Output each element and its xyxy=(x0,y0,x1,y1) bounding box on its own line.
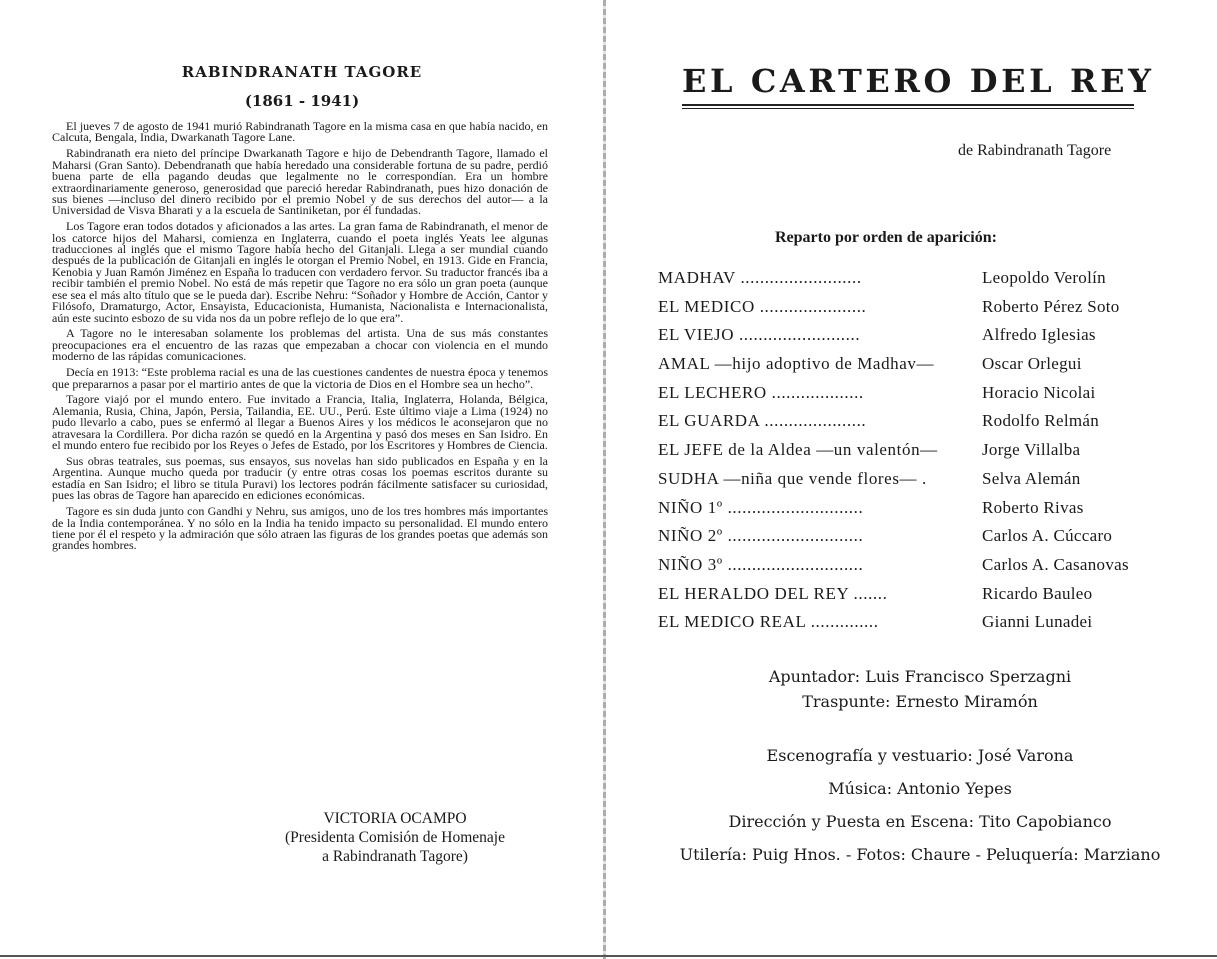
cast-role: EL GUARDA ..................... xyxy=(658,411,867,431)
cast-role: EL LECHERO ................... xyxy=(658,382,864,402)
bio-paragraph: Sus obras teatrales, sus poemas, sus ensayos, sus novelas han sido publicados en España y en la Argentina. Aunque mucho queda por traducir (y entre otras cosas los poemas escritos durante su estadía en San Isidro; el libro se titula Puravi) los lectores podrán fácilmente satisfacer su curiosidad, pues las obras de Tagore han aparecido en ediciones económicas. xyxy=(52,453,548,503)
credit-stage-hand: Traspunte: Ernesto Miramón xyxy=(802,692,1038,711)
play-author: de Rabindranath Tagore xyxy=(958,142,1112,159)
cast-row xyxy=(658,383,1208,412)
cast-actor: Ricardo Bauleo xyxy=(982,583,1093,603)
bio-paragraph: El jueves 7 de agosto de 1941 murió Rabindranath Tagore en la misma casa en que había nacido, en Calcuta, Bengala, India, Dwarkanath Tagore Lane. xyxy=(52,119,548,145)
cast-actor: Carlos A. Cúccaro xyxy=(982,526,1113,546)
cast-row xyxy=(658,411,1208,440)
credit-music: Música: Antonio Yepes xyxy=(828,779,1012,798)
cast-role: EL HERALDO DEL REY ....... xyxy=(658,583,888,603)
cast-role: NIÑO 3º ............................ xyxy=(658,554,864,574)
cast-row xyxy=(658,325,1208,354)
bottom-edge xyxy=(0,955,1217,957)
signature-role-cont: a Rabindranath Tagore) xyxy=(322,848,468,865)
title-rule xyxy=(682,104,1134,109)
cast-role: EL MEDICO REAL .............. xyxy=(658,612,879,632)
cast-actor: Jorge Villalba xyxy=(982,440,1081,460)
cast-row xyxy=(658,555,1208,584)
cast-row xyxy=(658,498,1208,527)
cast-row xyxy=(658,268,1208,297)
left-page xyxy=(0,0,600,959)
cast-actor: Carlos A. Casanovas xyxy=(982,554,1129,574)
cast-row xyxy=(658,584,1208,613)
credit-misc: Utilería: Puig Hnos. - Fotos: Chaure - Peluquería: Marziano xyxy=(679,845,1161,864)
cast-row xyxy=(658,612,1208,641)
bio-paragraph: A Tagore no le interesaban solamente los problemas del artista. Una de sus más constantes preocupaciones era el encuentro de las razas que empezaban a chocar con violencia en el mundo moderno de las rápidas comunicaciones. xyxy=(52,326,548,364)
credit-scenography: Escenografía y vestuario: José Varona xyxy=(766,746,1074,765)
bio-paragraph: Los Tagore eran todos dotados y aficionados a las artes. La gran fama de Rabindranath, el menor de los catorce hijos del Maharsi, comienza en Inglaterra, cuando el poeta inglés Yeats lee algunas traducciones al inglés que el mismo Tagore había hecho del Gitanjali. Llega a ser mundial cuando después de la publicación de Gitanjali en inglés le otorgan el Premio Nobel, en 1913. Gide en Francia, Kenobia y Juan Ramón Jiménez en España lo traducen con verdadero fervor. Su traductor francés iba a recibir también el premio Nobel. No está de más repetir que Tagore no era sólo un gran poeta (aunque ese sea el más alto título que se le pueda dar). Escribe Nehru: “Soñador y Hombre de Acción, Cantor y Filósofo, Dramaturgo, Actor, Ensayista, Educacionista, Humanista, Nacionalista e Internacionalista, aún este sucinto esbozo de su vida nos da un pobre reflejo de lo que era”. xyxy=(52,219,548,325)
cast-row xyxy=(658,440,1208,469)
cast-role: NIÑO 2º ............................ xyxy=(658,526,864,546)
biography-title: RABINDRANATH TAGORE xyxy=(181,63,423,81)
cast-role: EL VIEJO ......................... xyxy=(658,325,861,345)
cast-heading: Reparto por orden de aparición: xyxy=(775,229,997,246)
cast-role: EL MEDICO ...................... xyxy=(658,296,867,316)
bio-paragraph: Tagore viajó por el mundo entero. Fue invitado a Francia, Italia, Inglaterra, Holanda, Bélgica, Alemania, Rusia, China, Japón, Persia, Tailandia, EE. UU., Perú. Este último viaje a Lima (1924) no pudo llevarlo a cabo, pues se enfermó al llegar a Buenos Aires y los médicos le aconsejaron que no atravesara la Cordillera. Por dicha razón se quedó en la Argentina y pasó dos meses en San Isidro. En el mundo entero fue recibido por los Reyes o Jefes de Estado, por los Escritores y Hombres de Ciencia. xyxy=(52,392,548,453)
signature-block xyxy=(200,809,590,866)
cast-role: EL JEFE de la Aldea —un valentón— xyxy=(658,440,938,460)
signature-name: VICTORIA OCAMPO xyxy=(323,810,467,827)
cast-role: MADHAV ......................... xyxy=(658,268,862,287)
cast-row xyxy=(658,526,1208,555)
cast-role: NIÑO 1º ............................ xyxy=(658,497,864,517)
credit-direction: Dirección y Puesta en Escena: Tito Capobianco xyxy=(728,812,1112,831)
cast-list xyxy=(658,268,1208,641)
cast-role: SUDHA —niña que vende flores— . xyxy=(658,468,927,488)
cast-row xyxy=(658,297,1208,326)
biography-text xyxy=(52,121,548,556)
cast-actor: Roberto Rivas xyxy=(982,497,1084,517)
cast-role: AMAL —hijo adoptivo de Madhav— xyxy=(658,354,935,374)
play-title: EL CARTERO DEL REY xyxy=(682,62,1155,100)
bio-paragraph: Rabindranath era nieto del príncipe Dwarkanath Tagore e hijo de Debendranth Tagore, llamado el Maharsi (Gran Santo). Debendranath que había heredado una considerable fortuna de su padre, perdió buena parte de ella pagando deudas que legalmente no le correspondían. Era un hombre extraordinariamente generoso, generosidad que pareció heredar Rabindranath, pues hizo donación de sus bienes —incluso del dinero recibido por el premio Nobel y de sus derechos del autor— a la Universidad de Visva Bharati y a la escuela de Santiniketan, por él fundadas. xyxy=(52,146,548,218)
cast-actor: Gianni Lunadei xyxy=(982,612,1093,632)
cast-actor: Alfredo Iglesias xyxy=(982,325,1096,345)
cast-actor: Rodolfo Relmán xyxy=(982,411,1100,431)
cast-actor: Horacio Nicolai xyxy=(982,382,1096,402)
signature-role: (Presidenta Comisión de Homenaje xyxy=(285,829,505,846)
bio-paragraph: Decía en 1913: “Este problema racial es una de las cuestiones candentes de nuestra época y tenemos que prepararnos a pasar por el martirio antes de que la victoria de Dios en el Hombre sea un hecho”. xyxy=(52,365,548,391)
cast-actor: Selva Alemán xyxy=(982,468,1081,488)
cast-actor: Oscar Orlegui xyxy=(982,354,1082,374)
credit-prompter: Apuntador: Luis Francisco Sperzagni xyxy=(768,667,1072,686)
bio-paragraph: Tagore es sin duda junto con Gandhi y Nehru, sus amigos, uno de los tres hombres más importantes de la India contemporánea. Y no sólo en la India ha tenido impacto su personalidad. El mundo entero tiene por él el respeto y la admiración que sólo atraen las figuras de los grandes poetas que además son grandes hombres. xyxy=(52,504,548,553)
cast-row xyxy=(658,469,1208,498)
right-page xyxy=(610,0,1217,959)
cast-row xyxy=(658,354,1208,383)
page-fold xyxy=(603,0,606,959)
cast-actor: Roberto Pérez Soto xyxy=(982,296,1120,316)
biography-dates: (1861 - 1941) xyxy=(244,92,360,110)
cast-actor: Leopoldo Verolín xyxy=(982,268,1106,287)
